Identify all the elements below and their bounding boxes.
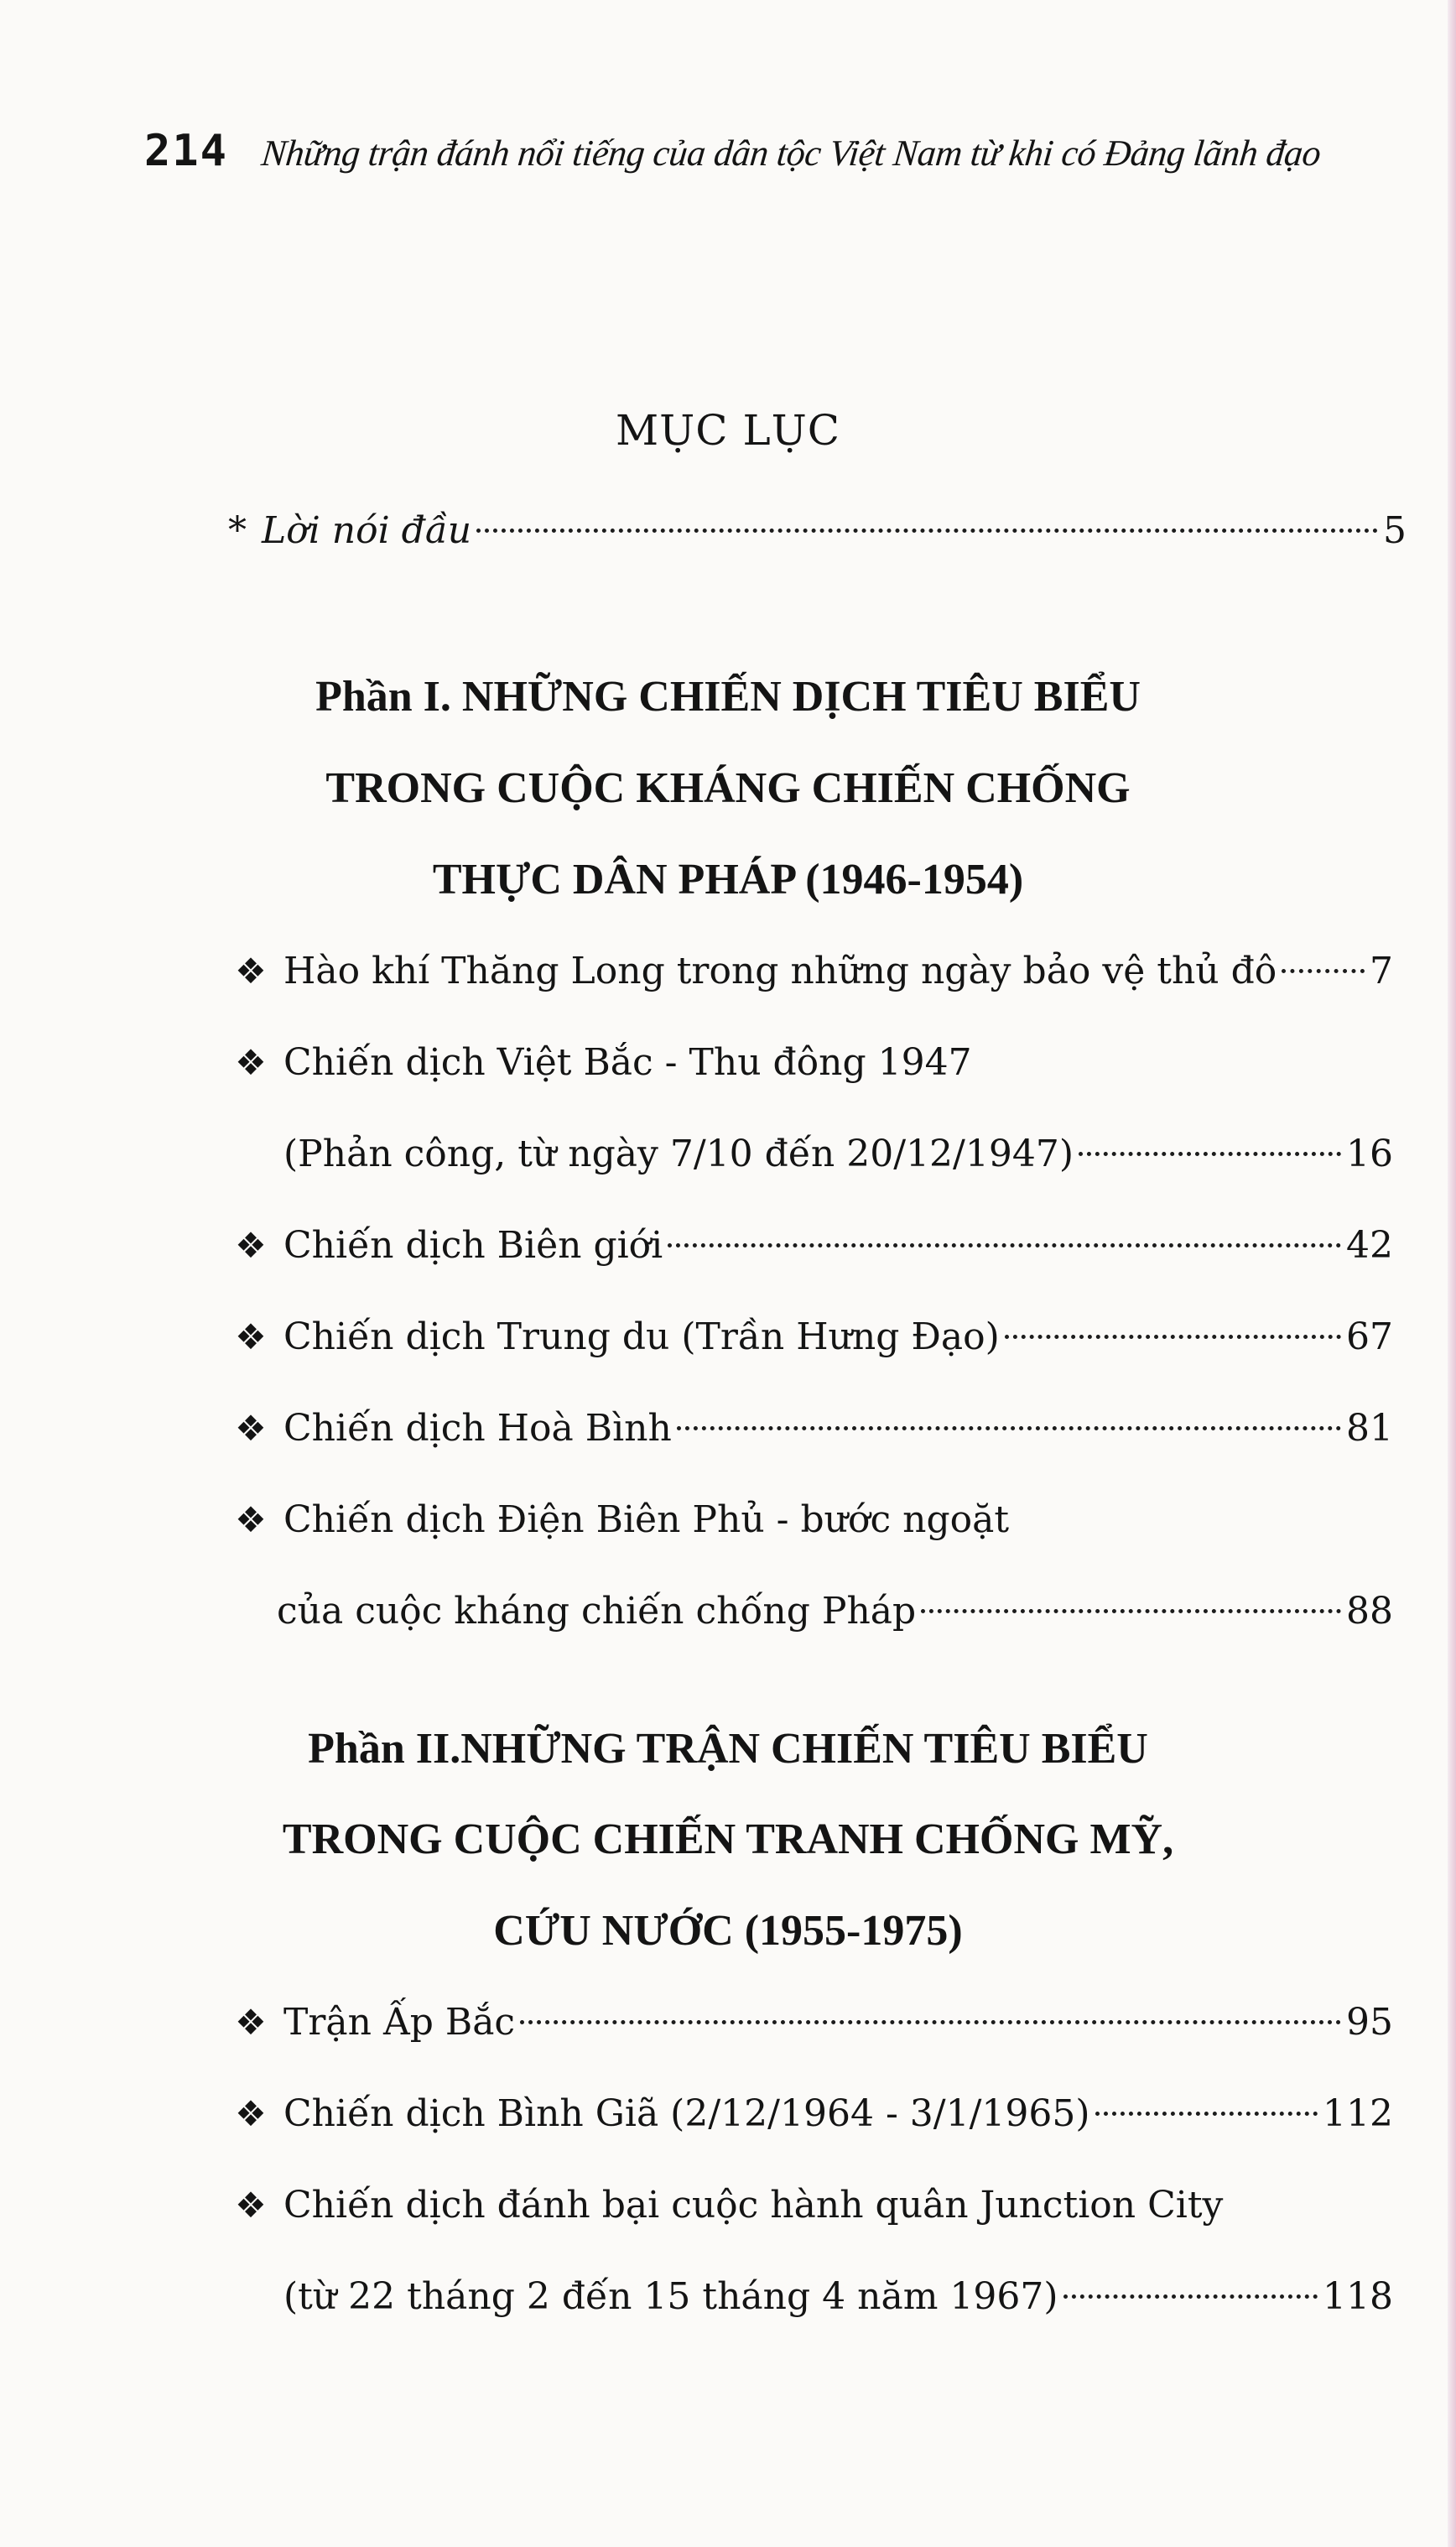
- entry-page-number: 88: [1346, 1590, 1393, 1633]
- dot-leader: [1005, 1335, 1341, 1339]
- dot-leader: [668, 1243, 1341, 1247]
- entry-page-number: 67: [1346, 1315, 1393, 1358]
- toc-entry[interactable]: [233, 1221, 1393, 1271]
- toc-entry[interactable]: [233, 1404, 1393, 1454]
- entry-page-number: 7: [1370, 950, 1393, 992]
- entry-page-number: 112: [1323, 2092, 1393, 2135]
- dot-leader: [520, 2020, 1341, 2024]
- dot-leader: [1063, 2294, 1318, 2299]
- toc-entry-first-line[interactable]: [233, 1495, 1393, 1545]
- diamond-fleuron-icon: ❖: [235, 1225, 267, 1266]
- toc-entry-first-line[interactable]: [233, 2180, 1393, 2231]
- entry-label-continued: của cuộc kháng chiến chống Pháp: [277, 1590, 917, 1633]
- diamond-fleuron-icon: ❖: [235, 2093, 267, 2134]
- diamond-fleuron-icon: ❖: [235, 1316, 267, 1357]
- dot-leader: [476, 529, 1378, 533]
- asterisk-marker: *: [228, 509, 247, 552]
- entry-label: Hào khí Thăng Long trong những ngày bảo vệ thủ đô: [283, 950, 1277, 992]
- toc-entry[interactable]: [233, 1997, 1393, 2048]
- entry-label: Chiến dịch Việt Bắc - Thu đông 1947: [283, 1041, 972, 1084]
- dot-leader: [1079, 1152, 1341, 1156]
- entry-page-number: 118: [1323, 2275, 1393, 2318]
- diamond-fleuron-icon: ❖: [235, 951, 267, 992]
- toc-entry-first-line[interactable]: [233, 1038, 1393, 1088]
- entry-label: Chiến dịch Biên giới: [283, 1224, 663, 1267]
- toc-entry-preface[interactable]: [228, 506, 1407, 556]
- toc-entry-continuation[interactable]: [283, 2272, 1393, 2322]
- page-edge: [1448, 0, 1456, 2547]
- entry-label: Chiến dịch Bình Giã (2/12/1964 - 3/1/1965): [283, 2092, 1090, 2135]
- diamond-fleuron-icon: ❖: [235, 2185, 267, 2226]
- entry-page-number: 5: [1383, 509, 1407, 552]
- entry-label: Trận Ấp Bắc: [283, 2001, 516, 2044]
- entry-label-continued: (Phản công, từ ngày 7/10 đến 20/12/1947): [283, 1133, 1074, 1175]
- entry-page-number: 81: [1346, 1407, 1393, 1450]
- dot-leader: [1282, 969, 1365, 973]
- diamond-fleuron-icon: ❖: [235, 1408, 267, 1449]
- entry-label: Chiến dịch đánh bại cuộc hành quân Junction City: [283, 2184, 1224, 2227]
- toc-entry[interactable]: [233, 1312, 1393, 1362]
- part2-heading-line-1: Phần II.NHỮNG TRẬN CHIẾN TIÊU BIỂU: [308, 1725, 1148, 1773]
- entry-label: Chiến dịch Hoà Bình: [283, 1407, 672, 1450]
- part2-heading-line-2: TRONG CUỘC CHIẾN TRANH CHỐNG MỸ,: [282, 1815, 1174, 1863]
- entry-label: Lời nói đầu: [262, 509, 472, 552]
- page-number: 214: [144, 126, 228, 176]
- part1-heading-line-1: Phần I. NHỮNG CHIẾN DỊCH TIÊU BIỂU: [315, 673, 1141, 721]
- entry-label: Chiến dịch Điện Biên Phủ - bước ngoặt: [283, 1498, 1010, 1541]
- entry-page-number: 95: [1346, 2001, 1393, 2044]
- toc-title: MỤC LỤC: [615, 406, 841, 455]
- toc-entry[interactable]: [233, 2089, 1393, 2139]
- entry-label-continued: (từ 22 tháng 2 đến 15 tháng 4 năm 1967): [283, 2275, 1058, 2318]
- part1-heading-line-2: TRONG CUỘC KHÁNG CHIẾN CHỐNG: [325, 764, 1131, 812]
- running-title: Những trận đánh nổi tiếng của dân tộc Việt Nam từ khi có Đảng lãnh đạo: [259, 133, 1323, 174]
- entry-page-number: 16: [1346, 1133, 1393, 1175]
- toc-entry[interactable]: [233, 946, 1393, 997]
- diamond-fleuron-icon: ❖: [235, 2002, 267, 2043]
- dot-leader: [677, 1426, 1341, 1430]
- diamond-fleuron-icon: ❖: [235, 1042, 267, 1083]
- entry-page-number: 42: [1346, 1224, 1393, 1267]
- part2-heading-line-3: CỨU NƯỚC (1955-1975): [493, 1907, 963, 1955]
- entry-label: Chiến dịch Trung du (Trần Hưng Đạo): [283, 1315, 1000, 1358]
- part1-heading-line-3: THỰC DÂN PHÁP (1946-1954): [432, 856, 1024, 904]
- running-header: [144, 126, 1323, 176]
- dot-leader: [1095, 2112, 1318, 2116]
- diamond-fleuron-icon: ❖: [235, 1499, 267, 1540]
- dot-leader: [921, 1609, 1341, 1613]
- toc-entry-continuation[interactable]: [277, 1586, 1393, 1637]
- toc-entry-continuation[interactable]: [283, 1129, 1393, 1180]
